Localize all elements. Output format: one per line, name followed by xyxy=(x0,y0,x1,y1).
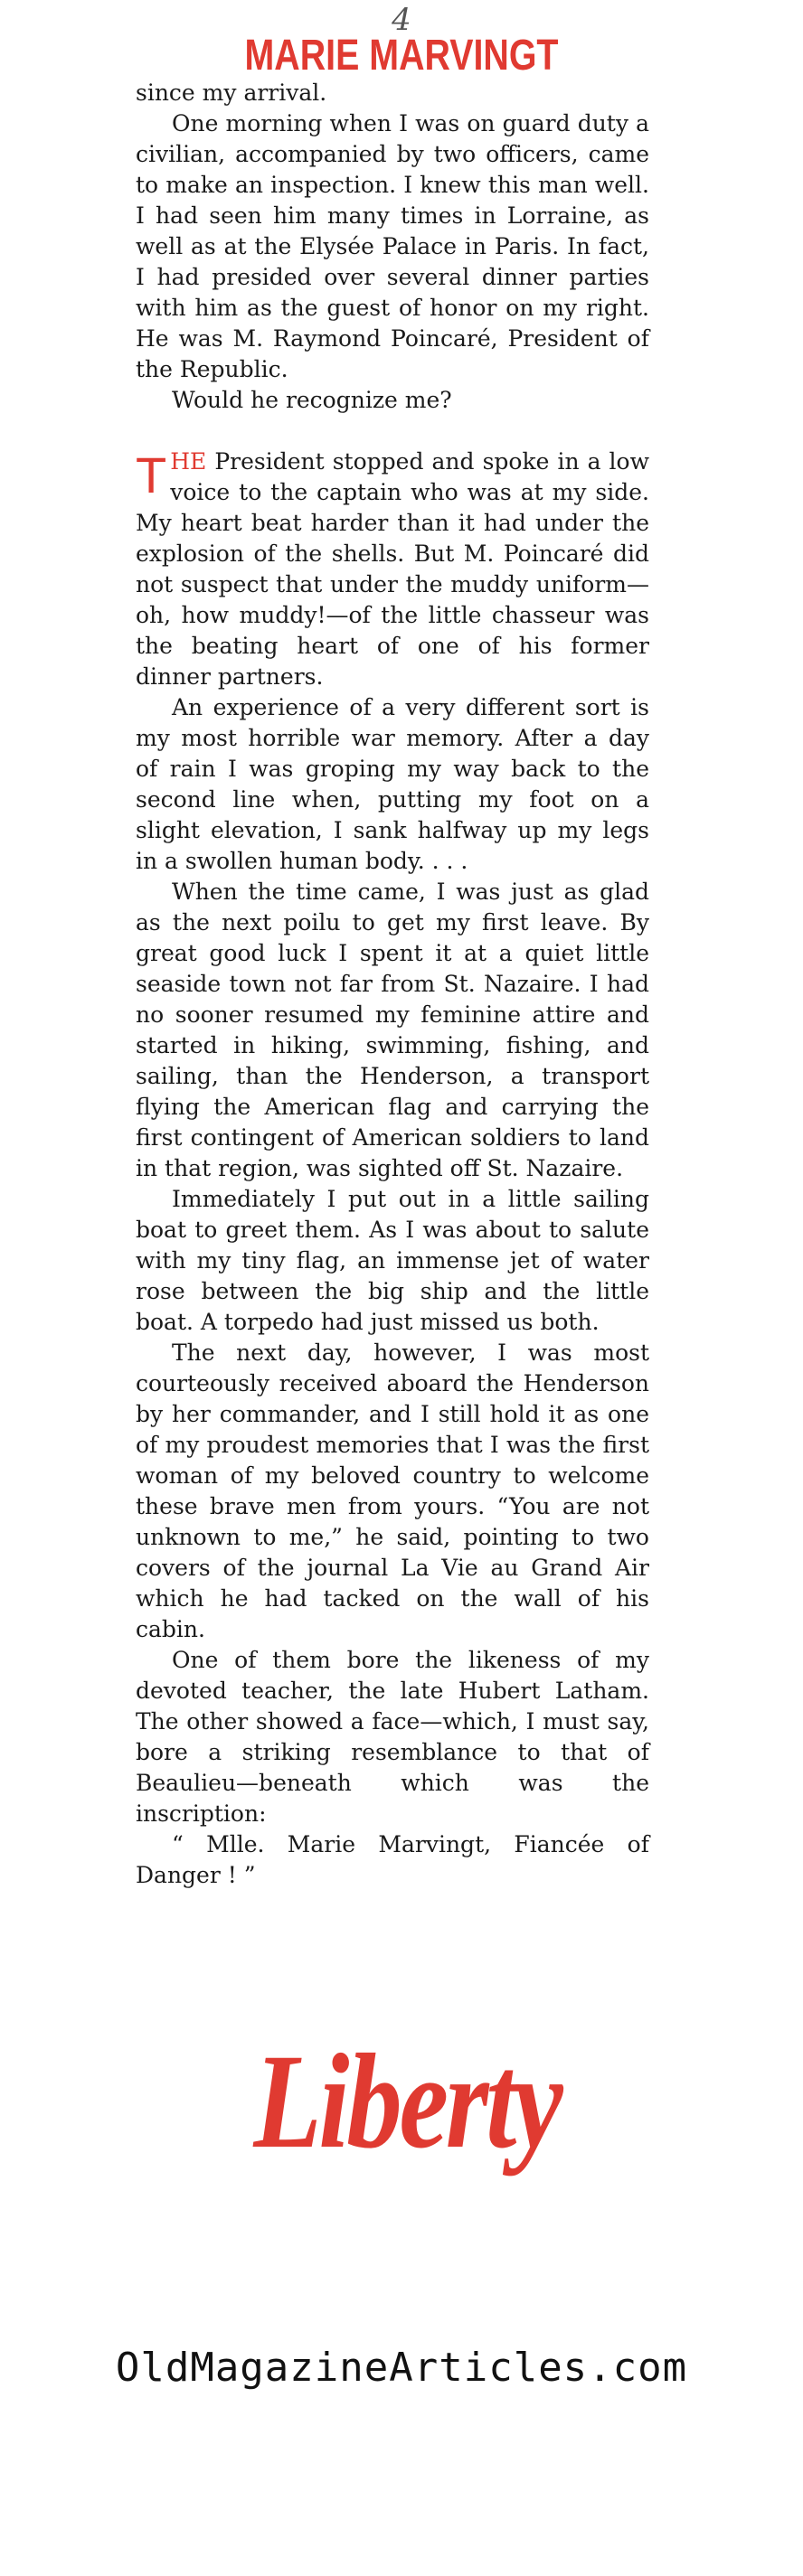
small-caps-lead: HE xyxy=(170,448,207,475)
paragraph: Immediately I put out in a little sailing boat to greet them. As I was about to salute with my tiny flag, an immense jet of water rose between the big ship and the little boat. A torpedo had just missed us both. xyxy=(136,1186,649,1335)
page-number: 4 xyxy=(392,2,411,38)
paragraph: When the time came, I was just as glad as the next poilu to get my first leave. By great good luck I spent it at a quiet little seaside town not far from St. Nazaire. I had no sooner resumed my feminine attire and started in hiking, swimming, fishing, and sailing, than the Henderson, a transport flying the American flag and carrying the first contingent of American soldiers to land in that region, was sighted off St. Nazaire. xyxy=(136,879,649,1181)
paragraph: since my arrival. xyxy=(136,80,327,106)
liberty-logo: Liberty xyxy=(253,2026,561,2176)
article-body xyxy=(136,78,649,1891)
site-watermark: OldMagazineArticles.com xyxy=(115,2345,688,2391)
paragraph: An experience of a very different sort is my most horrible war memory. After a day of rain I was groping my way back to the second line when, putting my foot on a slight elevation, I sank halfway up my legs in a swollen human body. . . . xyxy=(136,694,649,874)
paragraph-text: President stopped and spoke in a low voice to the captain who was at my side. My heart beat harder than it had under the explosion of the shells. But M. Poincaré did not suspect that under the muddy uniform—oh, how muddy!—of the little chasseur was the beating heart of one of his former dinner partners. xyxy=(136,448,649,690)
paragraph: Would he recognize me? xyxy=(172,387,452,413)
paragraph: The next day, however, I was most courteously received aboard the Henderson by her commander, and I still hold it as one of my proudest memories that I was the first woman of my beloved country to welcome these brave men from yours. “You are not unknown to me,” he said, pointing to two covers of the journal La Vie au Grand Air which he had tacked on the wall of his cabin. xyxy=(136,1340,649,1642)
paragraph: One morning when I was on guard duty a civilian, accompanied by two officers, came to make an inspection. I knew this man well. I had seen him many times in Lorraine, as well as at the Elysée Palace in Paris. In fact, I had presided over several dinner parties with him as the guest of honor on my right. He was M. Raymond Poincaré, President of the Republic. xyxy=(136,110,649,382)
paragraph: “ Mlle. Marie Marvingt, Fiancée of Danger ! ” xyxy=(136,1831,649,1888)
article-title: MARIE MARVINGT xyxy=(244,32,559,80)
section-start-paragraph xyxy=(136,447,649,692)
paragraph: One of them bore the likeness of my devoted teacher, the late Hubert Latham. The other showed a face—which, I must say, bore a striking resemblance to that of Beaulieu—beneath which was the inscription: xyxy=(136,1647,649,1827)
drop-cap: T xyxy=(136,447,167,503)
